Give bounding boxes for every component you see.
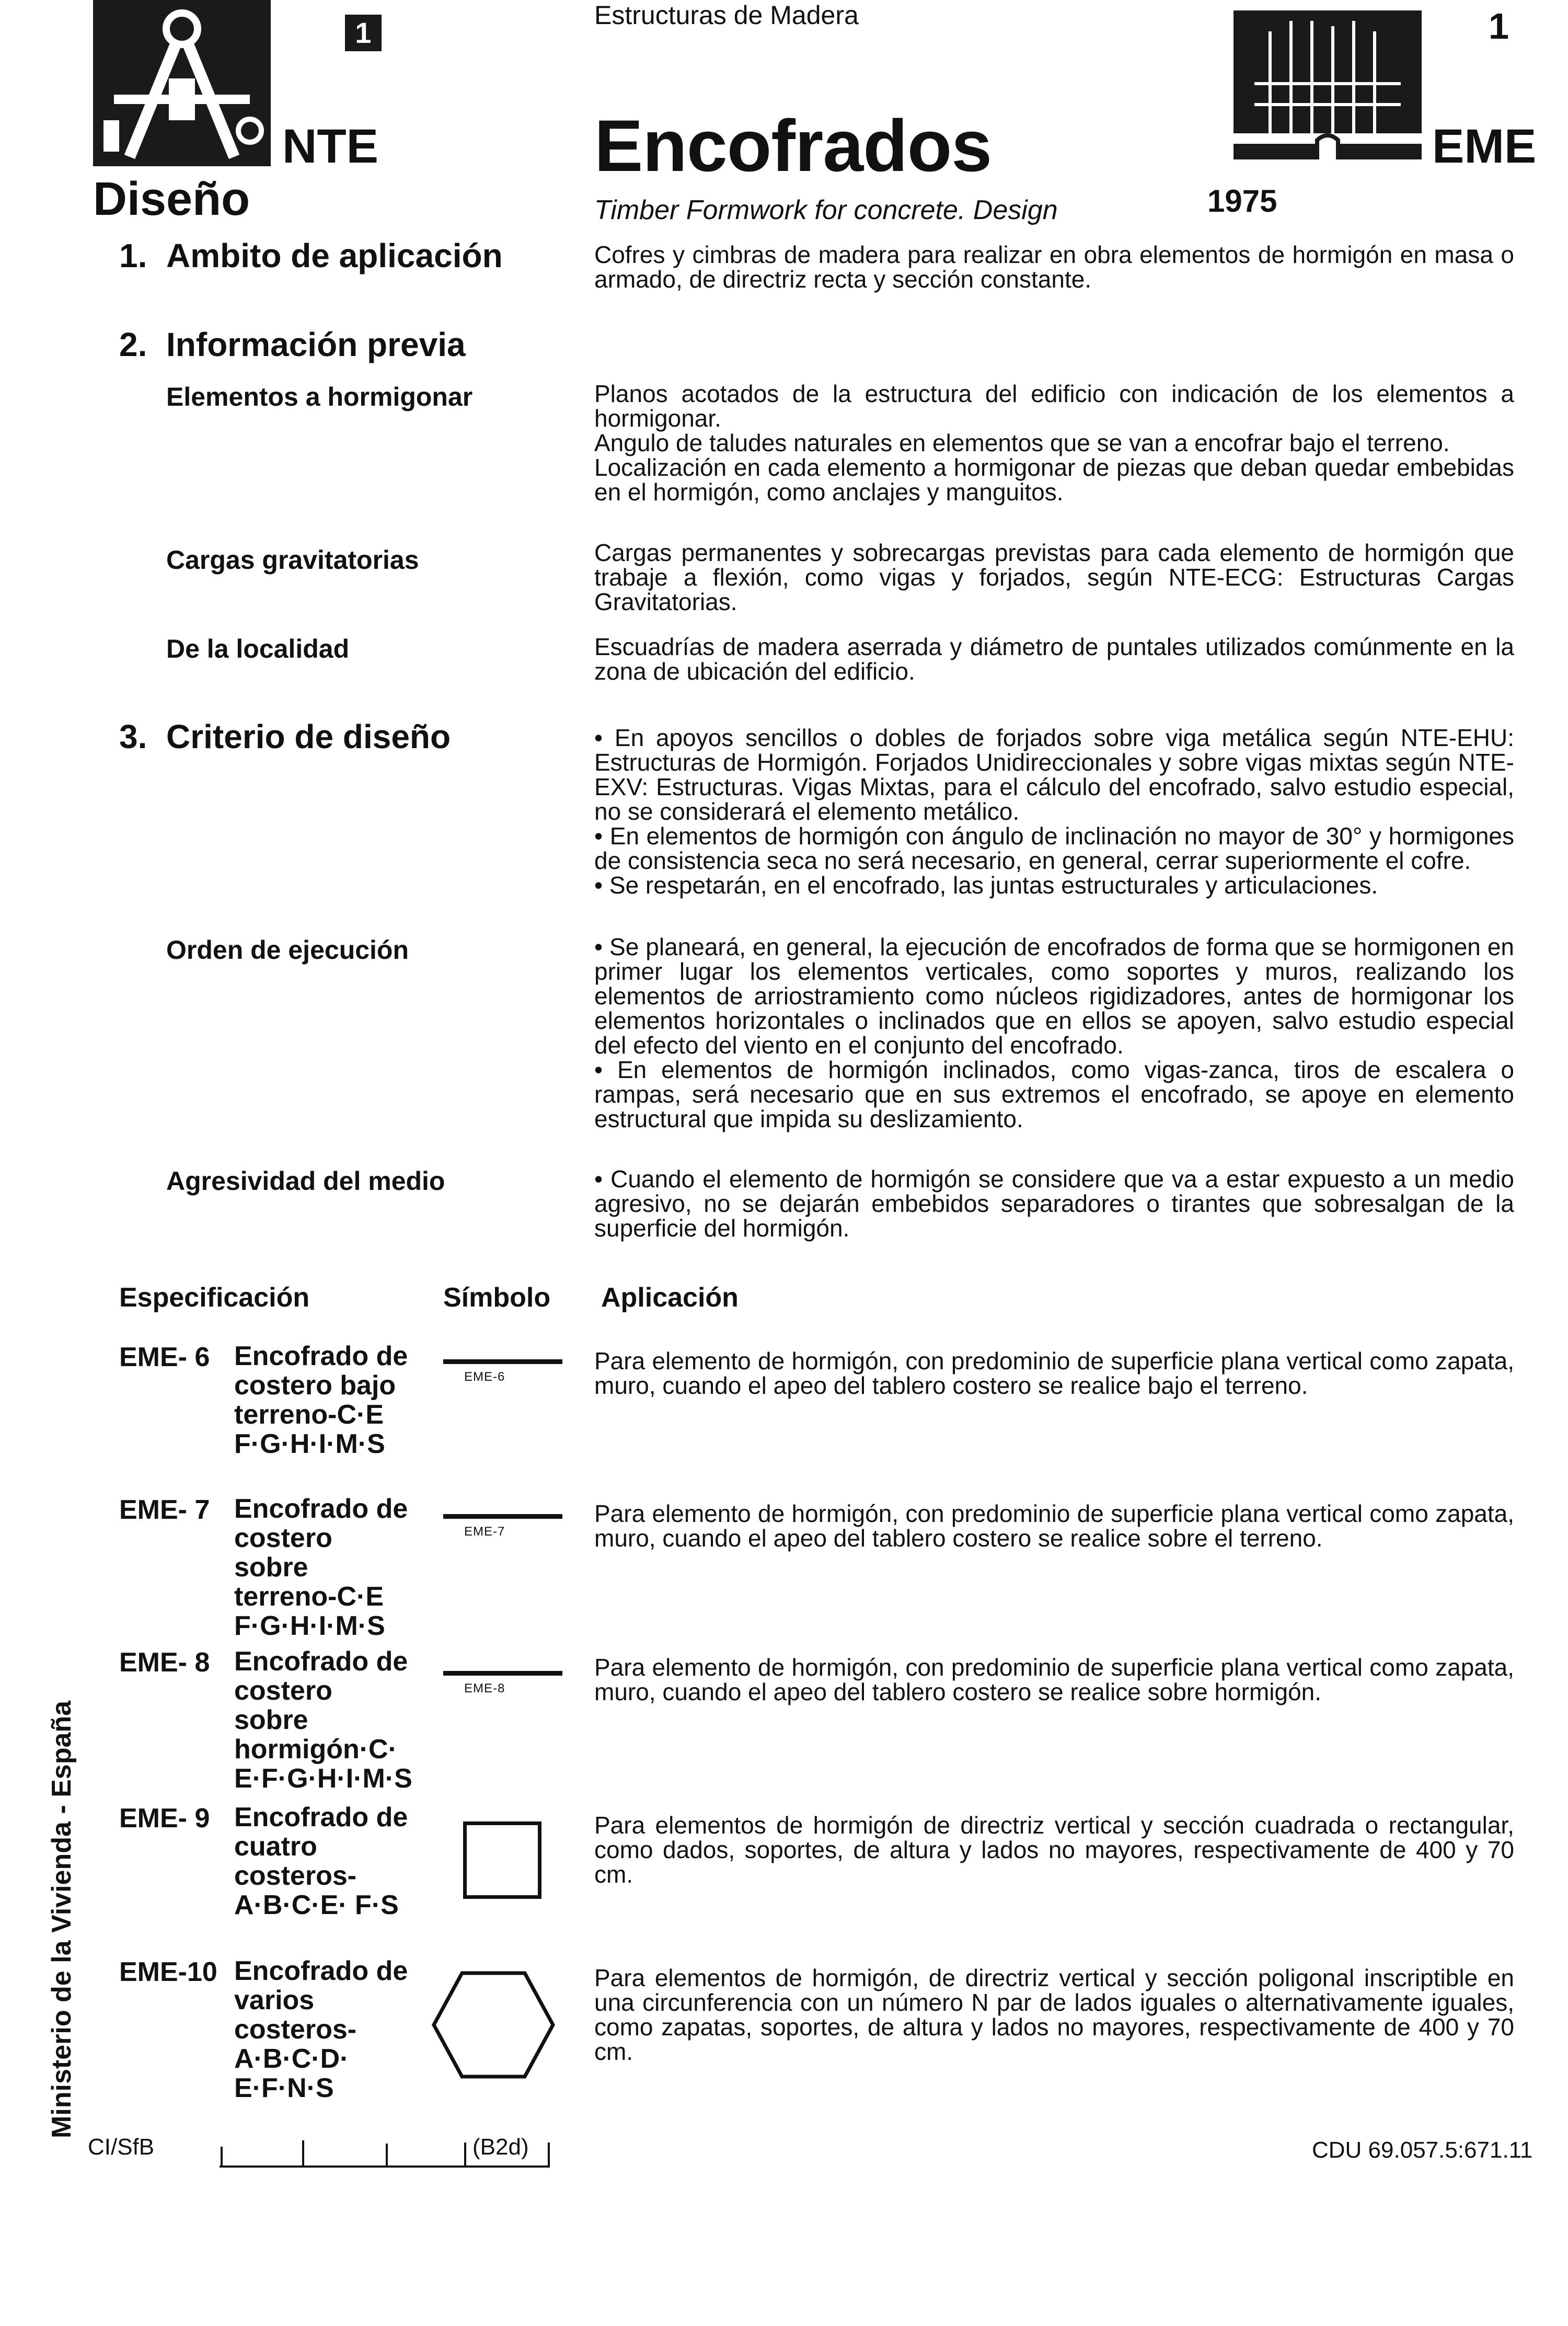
- hexagon-section-icon: [431, 1970, 556, 2080]
- symbol-label: EME-8: [464, 1681, 505, 1695]
- spec-name: Encofrado de varios costeros-A·B·C·D· E·F·N·S: [234, 1956, 408, 2103]
- symbol-line: [443, 1514, 562, 1519]
- cisfb-code: (B2d): [472, 2134, 529, 2160]
- section-title: Información previa: [166, 326, 466, 363]
- elementos-text: [594, 382, 1514, 505]
- formwork-logo-icon: [1233, 10, 1422, 162]
- ministry-logo: [93, 0, 271, 166]
- cisfb-label: CI/SfB: [88, 2134, 155, 2160]
- square-section-icon: [463, 1821, 541, 1899]
- col-header-application: Aplicación: [601, 1282, 739, 1313]
- paragraph: Cofres y cimbras de madera para realizar en obra elementos de hormigón en masa o armado, de directriz recta y sección constante.: [594, 241, 1514, 293]
- paragraph: Angulo de taludes naturales en elementos que se van a encofrar bajo el terreno.: [594, 429, 1450, 456]
- section-number: 3.: [119, 718, 147, 755]
- subheading-localidad: De la localidad: [166, 634, 350, 663]
- section-2-heading: [119, 325, 466, 364]
- paragraph: Localización en cada elemento a hormigonar de piezas que deban quedar embebidas en el hormigón, como anclajes y manguitos.: [594, 454, 1514, 506]
- subheading-agresividad: Agresividad del medio: [166, 1166, 445, 1196]
- spec-code: EME- 8: [119, 1647, 210, 1678]
- publication-year: 1975: [1207, 184, 1277, 219]
- compass-logo-icon: [93, 0, 271, 166]
- section-heading: Diseño: [93, 173, 250, 225]
- symbol-label: EME-7: [464, 1525, 505, 1539]
- logo-number: 1: [355, 16, 372, 49]
- spec-code: EME- 6: [119, 1342, 210, 1372]
- cdu-code: CDU 69.057.5:671.11: [1312, 2137, 1533, 2163]
- paragraph: Escuadrías de madera aserrada y diámetro de puntales utilizados comúnmente en la zona de ubicación del edificio.: [594, 633, 1514, 685]
- application-text: Para elemento de hormigón, con predominio de superficie plana vertical como zapata, muro, cuando el apeo del tablero costero se realice sobre el terreno.: [594, 1500, 1514, 1552]
- paragraph: • En apoyos sencillos o dobles de forjados sobre viga metálica según NTE-EHU: Estructuras de Hormigón. Forjados Unidireccionales y sobre vigas mixtas según NTE-EXV: Estructuras. Vigas Mixtas, para el cálculo del encofrado, salvo estudio especial, no se considerará el elemento metálico.: [594, 724, 1514, 825]
- page-number: 1: [1489, 6, 1509, 47]
- symbol-label: EME-6: [464, 1370, 505, 1384]
- symbol-line: [443, 1359, 562, 1364]
- symbol-line: [443, 1671, 562, 1676]
- agresividad-text: [594, 1167, 1514, 1241]
- spec-code: EME- 7: [119, 1495, 210, 1525]
- nte-label: NTE: [282, 120, 378, 173]
- paragraph: • En elementos de hormigón con ángulo de inclinación no mayor de 30° y hormigones de consistencia seca no será necesario, en general, cerrar superiormente el cofre.: [594, 822, 1514, 874]
- subheading-elementos: Elementos a hormigonar: [166, 382, 473, 411]
- subheading-orden: Orden de ejecución: [166, 935, 409, 965]
- subheading-cargas: Cargas gravitatorias: [166, 545, 419, 575]
- section-number: 2.: [119, 326, 147, 363]
- section-title: Ambito de aplicación: [166, 237, 503, 274]
- section-3-heading: [119, 717, 451, 756]
- criterio-text: [594, 726, 1514, 898]
- col-header-spec: Especificación: [119, 1282, 310, 1313]
- english-subtitle: Timber Formwork for concrete. Design: [594, 195, 1058, 225]
- cargas-text: [594, 541, 1514, 614]
- paragraph: • En elementos de hormigón inclinados, como vigas-zanca, tiros de escalera o rampas, será necesario que en sus extremos el encofrado, se apoye en elemento estructural que impida su deslizamiento.: [594, 1056, 1514, 1132]
- application-text: Para elementos de hormigón, de directriz vertical y sección poligonal inscriptible en una circunferencia con un número N par de lados iguales o alternativamente iguales, como zapatas, soportes, de altura y lados no mayores, respectivamente de 400 y 70 cm.: [594, 1964, 1514, 2065]
- eme-logo: [1233, 10, 1422, 162]
- paragraph: • Cuando el elemento de hormigón se considere que va a estar expuesto a un medio agresivo, no se dejarán embebidos separadores o tirantes que sobresalgan de la superficie del hormigón.: [594, 1165, 1514, 1242]
- spec-name: Encofrado de costero bajo terreno-C·E F·G·H·I·M·S: [234, 1341, 408, 1459]
- localidad-text: [594, 635, 1514, 684]
- spec-code: EME- 9: [119, 1803, 210, 1834]
- application-text: Para elemento de hormigón, con predominio de superficie plana vertical como zapata, muro, cuando el apeo del tablero costero se realice sobre hormigón.: [594, 1654, 1514, 1705]
- section-title: Criterio de diseño: [166, 718, 451, 755]
- spec-code: EME-10: [119, 1957, 217, 1987]
- logo-number-box: [345, 15, 382, 51]
- application-text: Para elementos de hormigón de directriz vertical y sección cuadrada o rectangular, como dados, soportes, de altura y lados no mayores, respectivamente de 400 y 70 cm.: [594, 1812, 1514, 1888]
- series-title: Estructuras de Madera: [594, 1, 859, 30]
- col-header-symbol: Símbolo: [443, 1282, 551, 1313]
- orden-text: [594, 935, 1514, 1131]
- ministry-side-text: Ministerio de la Vivienda - España: [47, 1700, 77, 2138]
- section-1-text: [594, 243, 1514, 292]
- paragraph: • Se planeará, en general, la ejecución de encofrados de forma que se hormigonen en primer lugar los elementos verticales, como soportes y muros, realizando los elementos de arriostramiento como núcleos rigidizadores, antes de hormigonar los elementos horizontales o inclinados que en ellos se apoyen, salvo estudio especial del efecto del viento en el conjunto del encofrado.: [594, 933, 1514, 1059]
- spec-name: Encofrado de costero sobre hormigón·C· E·F·G·H·I·M·S: [234, 1646, 412, 1794]
- paragraph: Cargas permanentes y sobrecargas previstas para cada elemento de hormigón que trabaje a flexión, como vigas y forjados, según NTE-ECG: Estructuras Cargas Gravitatorias.: [594, 539, 1514, 615]
- paragraph: • Se respetarán, en el encofrado, las juntas estructurales y articulaciones.: [594, 872, 1378, 899]
- section-number: 1.: [119, 237, 147, 274]
- spec-name: Encofrado de costero sobre terreno-C·E F·G·H·I·M·S: [234, 1494, 408, 1641]
- page-title: Encofrados: [594, 105, 992, 187]
- document-code: EME: [1432, 120, 1537, 173]
- paragraph: Planos acotados de la estructura del edificio con indicación de los elementos a hormigonar.: [594, 380, 1514, 432]
- application-text: Para elemento de hormigón, con predominio de superficie plana vertical como zapata, muro, cuando el apeo del tablero costero se realice bajo el terreno.: [594, 1347, 1514, 1399]
- spec-name: Encofrado de cuatro costeros-A·B·C·E· F·S: [234, 1802, 408, 1920]
- section-1-heading: [119, 236, 503, 275]
